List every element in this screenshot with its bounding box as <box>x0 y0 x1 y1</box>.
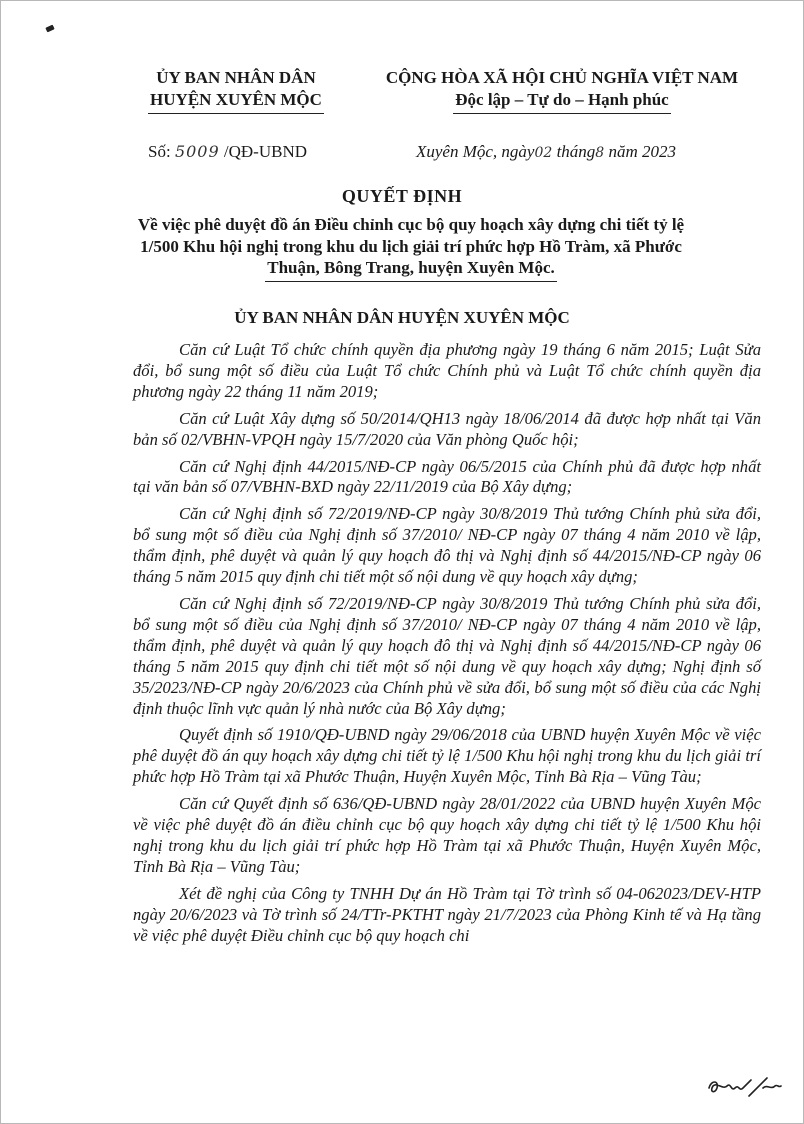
document-body <box>133 340 761 952</box>
document-date <box>416 142 676 162</box>
document-title: QUYẾT ĐỊNH <box>341 186 463 206</box>
body-paragraph: Căn cứ Nghị định 44/2015/NĐ-CP ngày 06/5/2015 của Chính phủ đã được hợp nhất tại văn bản số 07/VBHN-BXD ngày 22/11/2019 của Bộ Xây dựng; <box>133 456 761 497</box>
issuer-header <box>118 67 354 114</box>
national-title: CỘNG HÒA XÃ HỘI CHỦ NGHĨA VIỆT NAM <box>385 68 739 87</box>
subject-line: 1/500 Khu hội nghị trong khu du lịch giải trí phức hợp Hồ Tràm, xã Phước <box>140 236 682 256</box>
subject-line: Về việc phê duyệt đồ án Điều chỉnh cục bộ quy hoạch xây dựng chi tiết tỷ lệ <box>137 215 685 234</box>
issuer-line2: HUYỆN XUYÊN MỘC <box>150 89 322 114</box>
national-motto: Độc lập – Tự do – Hạnh phúc <box>455 89 668 114</box>
date-place: Xuyên Mộc, ngày <box>416 142 535 161</box>
body-paragraph: Căn cứ Luật Xây dựng số 50/2014/QH13 ngày 18/06/2014 đã được hợp nhất tại Văn bản số 02/VBHN-VPQH ngày 15/7/2020 của Văn phòng Quốc hội; <box>133 408 761 449</box>
subject-line: Thuận, Bông Trang, huyện Xuyên Mộc. <box>267 257 555 282</box>
issuer-line1: ỦY BAN NHÂN DÂN <box>156 68 316 87</box>
body-paragraph: Căn cứ Nghị định số 72/2019/NĐ-CP ngày 30/8/2019 Thủ tướng Chính phủ sửa đổi, bổ sung một số điều của Nghị định số 37/2010/ NĐ-CP ngày 07 tháng 4 năm 2010 về lập, thẩm định, phê duyệt và quản lý quy hoạch đô thị và Nghị định số 44/2015/NĐ-CP ngày 06 tháng 5 năm 2015 quy định chi tiết một số nội dung về quy hoạch xây dựng; <box>133 504 761 587</box>
document-number <box>148 142 307 162</box>
number-prefix: Số: <box>148 142 171 161</box>
body-paragraph: Xét đề nghị của Công ty TNHH Dự án Hồ Tràm tại Tờ trình số 04-062023/DEV-HTP ngày 20/6/2023 và Tờ trình số 24/TTr-PKTHT ngày 21/7/2023 của Phòng Kinh tế và Hạ tầng về việc phê duyệt Điều chỉnh cục bộ quy hoạch chi <box>133 883 761 945</box>
authority-heading: ỦY BAN NHÂN DÂN HUYỆN XUYÊN MỘC <box>234 308 570 327</box>
date-year: năm 2023 <box>608 142 676 161</box>
national-header <box>368 67 756 114</box>
document-subject <box>132 214 690 282</box>
date-day: 02 <box>534 145 553 161</box>
date-month: 8 <box>595 145 605 161</box>
initials-signature <box>705 1074 785 1102</box>
number-handwritten: 5009 <box>174 142 220 161</box>
body-paragraph: Căn cứ Nghị định số 72/2019/NĐ-CP ngày 30/8/2019 Thủ tướng Chính phủ sửa đổi, bổ sung một số điều của Nghị định số 37/2010/ NĐ-CP ngày 07 tháng 4 năm 2010 về lập, thẩm định, phê duyệt và quản lý quy hoạch đô thị và Nghị định số 44/2015/NĐ-CP ngày 06 tháng 5 năm 2015 quy định chi tiết một số nội dung về quy hoạch xây dựng; Nghị định số 35/2023/NĐ-CP ngày 20/6/2023 của Chính phủ về sửa đổi, bổ sung một số điều của các Nghị định thuộc lĩnh vực quản lý nhà nước của Bộ Xây dựng; <box>133 593 761 718</box>
date-month-label: tháng <box>556 142 596 161</box>
body-paragraph: Quyết định số 1910/QĐ-UBND ngày 29/06/2018 của UBND huyện Xuyên Mộc về việc phê duyệt đồ án quy hoạch xây dựng chi tiết tỷ lệ 1/500 Khu hội nghị trong khu du lịch giải trí phức hợp Hồ Tràm tại xã Phước Thuận, Huyện Xuyên Mộc, Tỉnh Bà Rịa – Vũng Tàu; <box>133 725 761 787</box>
number-suffix: /QĐ-UBND <box>223 142 308 161</box>
body-paragraph: Căn cứ Quyết định số 636/QĐ-UBND ngày 28/01/2022 của UBND huyện Xuyên Mộc về việc phê duyệt đồ án điều chỉnh cục bộ quy hoạch xây dựng chi tiết tỷ lệ 1/500 Khu hội nghị trong khu du lịch giải trí phức hợp Hồ Tràm tại xã Phước Thuận, Huyện Xuyên Mộc, Tỉnh Bà Rịa – Vũng Tàu; <box>133 794 761 876</box>
body-paragraph: Căn cứ Luật Tổ chức chính quyền địa phương ngày 19 tháng 6 năm 2015; Luật Sửa đổi, bổ sung một số điều của Luật Tổ chức Chính phủ và Luật Tổ chức chính quyền địa phương ngày 22 tháng 11 năm 2019; <box>133 340 761 401</box>
